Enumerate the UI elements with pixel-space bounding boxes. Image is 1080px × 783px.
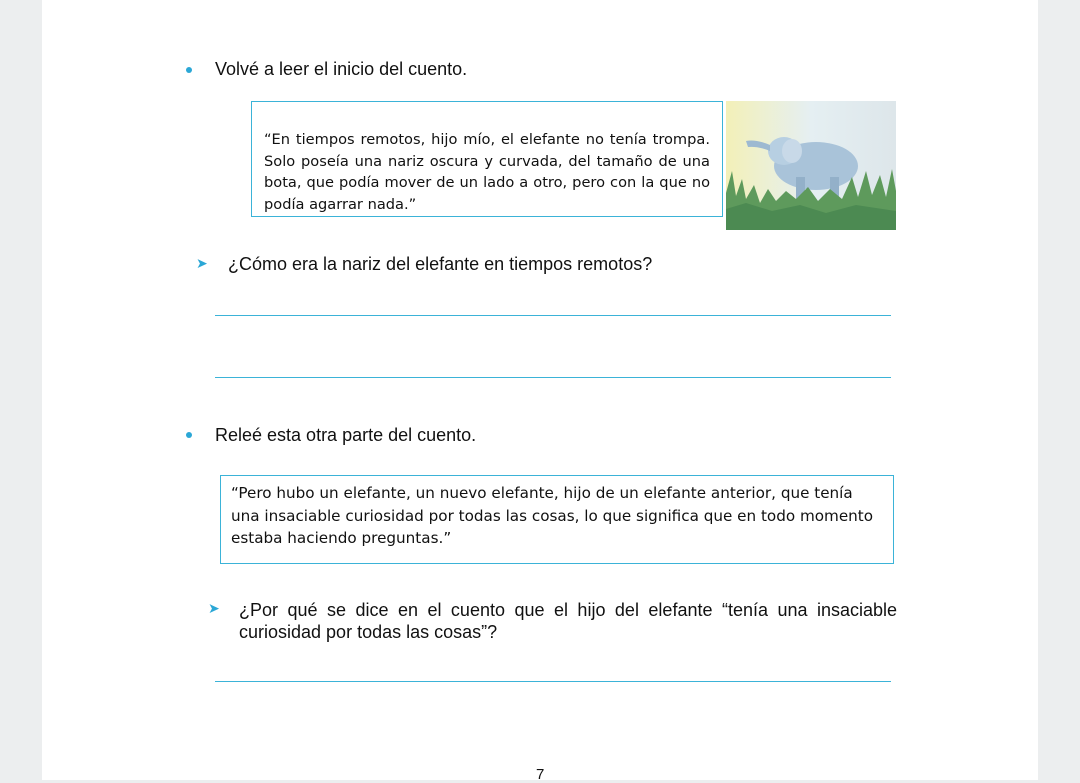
answer-line-2[interactable] [215,377,891,378]
bullet-dot-icon [186,432,192,438]
quote-box-curiosity [220,475,894,564]
question-curiosity: ¿Por qué se dice en el cuento que el hijo del elefante “tenía una insaciable curiosidad por todas las cosas”? [239,600,897,642]
quote-text-curiosity: “Pero hubo un elefante, un nuevo elefante, hijo de un elefante anterior, que tenía una insaciable curiosidad por todas las cosas, lo que significa que en todo momento estaba haciendo preguntas.” [231,484,874,547]
quote-text-start: “En tiempos remotos, hijo mío, el elefante no tenía trompa. Solo poseía una nariz oscura y curvada, del tamaño de una bota, que podía mover de un lado a otro, pero con la que no podía agarrar nada.” [264,131,710,213]
document-page [42,0,1038,780]
answer-line-3[interactable] [215,681,891,682]
question-nose: ¿Cómo era la nariz del elefante en tiempos remotos? [228,254,653,274]
answer-line-1[interactable] [215,315,891,316]
quote-box-start [251,101,723,217]
instruction-reread-part: Releé esta otra parte del cuento. [215,425,477,445]
instruction-reread-start: Volvé a leer el inicio del cuento. [215,59,468,79]
page-number: 7 [536,766,545,783]
arrow-bullet-icon: ➤ [196,255,208,271]
arrow-bullet-icon: ➤ [208,600,220,616]
bullet-dot-icon [186,67,192,73]
elephant-illustration [726,101,896,230]
